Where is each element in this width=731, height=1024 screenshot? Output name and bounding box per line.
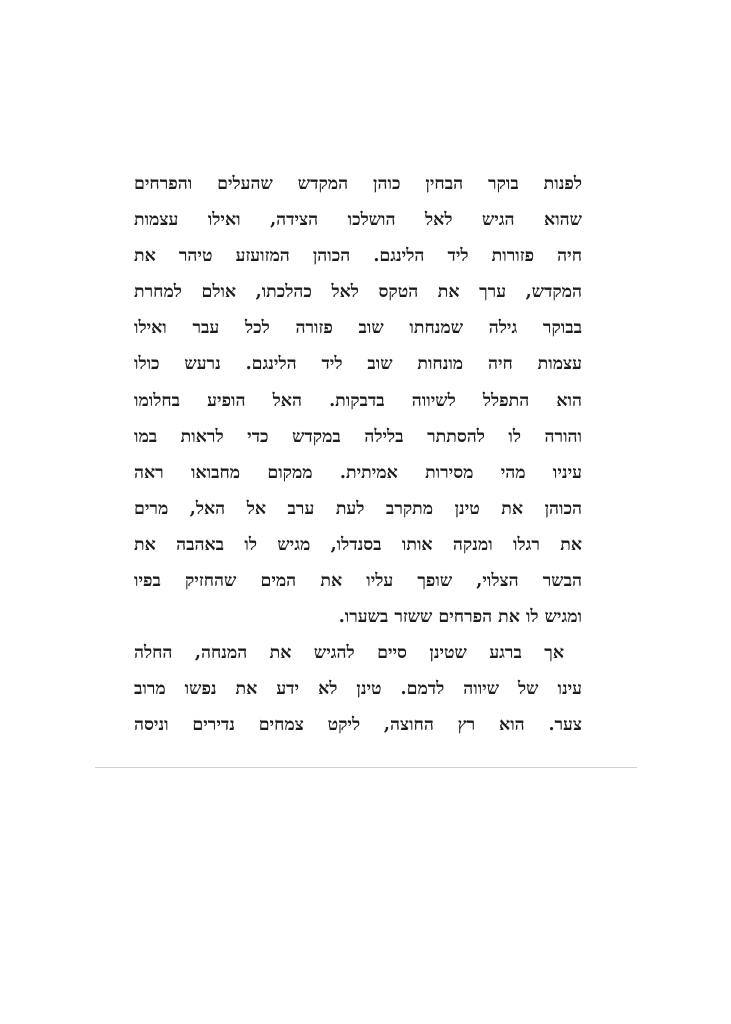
text-line: לפנות בוקר הבחין כוהן המקדש שהעלים והפרחים — [134, 174, 582, 194]
text-line: עינו של שיווה לדמם. טינן לא ידע את נפשו מרוב — [134, 679, 582, 700]
text-line: בבוקר גילה שמנחתו שוב פזורה לכל עבר ואילו — [134, 318, 582, 339]
text-line: חיה פזורות ליד הלינגם. הכוהן המזועזע טיהר את — [134, 246, 582, 267]
text-line: צער. הוא רץ החוצה, ליקט צמחים נדירים וניסה — [134, 715, 582, 736]
text-line: הכוהן את טינן מתקרב לעת ערב אל האל, מרים — [134, 498, 582, 519]
text-line: ומגיש לו את הפרחים ששזר בשערו. — [338, 607, 582, 628]
text-line: הבשר הצלוי, שופך עליו את המים שהחזיק בפיו — [134, 571, 582, 592]
text-line: הוא התפלל לשיווה בדבקות. האל הופיע בחלומו — [134, 390, 582, 411]
text-line: שהוא הגיש לאל הושלכו הצידה, ואילו עצמות — [134, 210, 582, 231]
text-line: עיניו מהי מסירות אמיתית. ממקום מחבואו ראה — [134, 462, 582, 483]
paragraph-1 — [134, 166, 582, 635]
text-line: אך ברגע שטינן סיים להגיש את המנחה, החלה — [134, 643, 564, 664]
paragraph-2 — [134, 635, 582, 743]
body-text — [134, 166, 582, 744]
text-line: את רגלו ומנקה אותו בסנדלו, מגיש לו באהבה את — [134, 534, 582, 555]
text-line: המקדש, ערך את הטקס לאל כהלכתו, אולם למחרת — [134, 282, 582, 303]
text-line: והורה לו להסתתר בלילה במקדש כדי לראות במו — [134, 426, 582, 447]
page-divider — [95, 767, 637, 768]
text-line: עצמות חיה מונחות שוב ליד הלינגם. נרעש כולו — [134, 354, 582, 375]
